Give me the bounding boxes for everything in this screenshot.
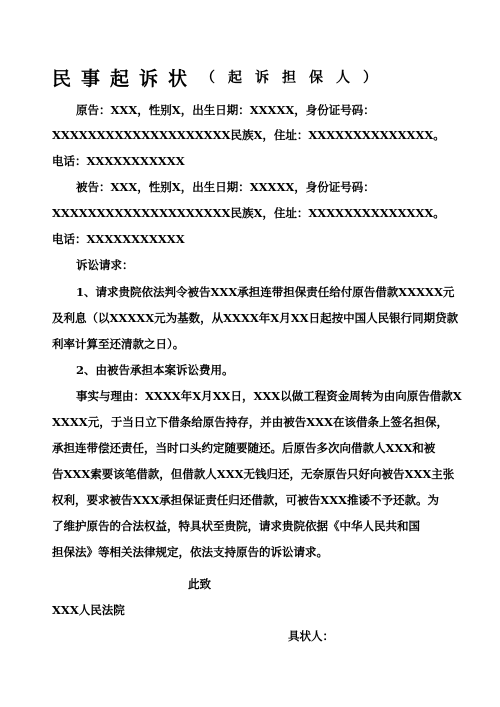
- plaintiff-phone: 电话：XXXXXXXXXXX: [52, 154, 185, 168]
- claim-2: 2、由被告承担本案诉讼费用。: [76, 363, 234, 377]
- defendant-line-1: 被告：XXX，性别X，出生日期：XXXXX，身份证号码：: [76, 180, 375, 194]
- facts-line-7: 担保法》等相关法律规定，依法支持原告的诉讼请求。: [52, 545, 328, 559]
- claim-1-line-1: 1、请求贵院依法判令被告XXX承担连带担保责任给付原告借款XXXXX元: [76, 285, 455, 299]
- title-subtitle: （起诉担保人）: [201, 70, 391, 86]
- defendant-line-2: XXXXXXXXXXXXXXXXXXXX民族X，住址：XXXXXXXXXXXXXX。: [52, 206, 445, 220]
- facts-line-4: 告XXX索要该笔借款，但借款人XXX无钱归还，无奈原告只好向被告XXX主张: [52, 467, 455, 481]
- defendant-phone: 电话：XXXXXXXXXXX: [52, 232, 185, 246]
- facts-line-6: 了维护原告的合法权益，特具状至贵院，请求贵院依据《中华人民共和国: [52, 519, 420, 533]
- court-name: XXX人民法院: [52, 603, 125, 617]
- facts-line-1: 事实与理由：XXXX年X月XX日，XXX以做工程资金周转为由向原告借款X: [76, 389, 462, 403]
- facts-line-2: XXXX元，于当日立下借条给原告持存，并由被告XXX在该借条上签名担保，: [52, 415, 448, 429]
- claims-heading: 诉讼请求：: [76, 258, 134, 272]
- claim-1-line-2: 及利息（以XXXXX元为基数，从XXXX年X月XX日起按中国人民银行同期贷款: [52, 311, 459, 325]
- facts-line-5: 权利，要求被告XXX承担保证责任归还借款，可被告XXX推诿不予还款。为: [52, 493, 440, 507]
- title-main: 民事起诉状: [52, 67, 198, 90]
- plaintiff-line-2: XXXXXXXXXXXXXXXXXXXX民族X，住址：XXXXXXXXXXXXXX。: [52, 128, 445, 142]
- closing-salutation: 此致: [188, 577, 211, 591]
- claim-1-line-3: 利率计算至还清款之日）。: [52, 337, 185, 351]
- plaintiff-line-1: 原告：XXX，性别X，出生日期：XXXXX，身份证号码：: [76, 103, 375, 117]
- document-title: [52, 62, 452, 92]
- signatory-label: 具状人：: [288, 629, 334, 643]
- facts-line-3: 承担连带偿还责任，当时口头约定随要随还。后原告多次向借款人XXX和被: [52, 441, 436, 455]
